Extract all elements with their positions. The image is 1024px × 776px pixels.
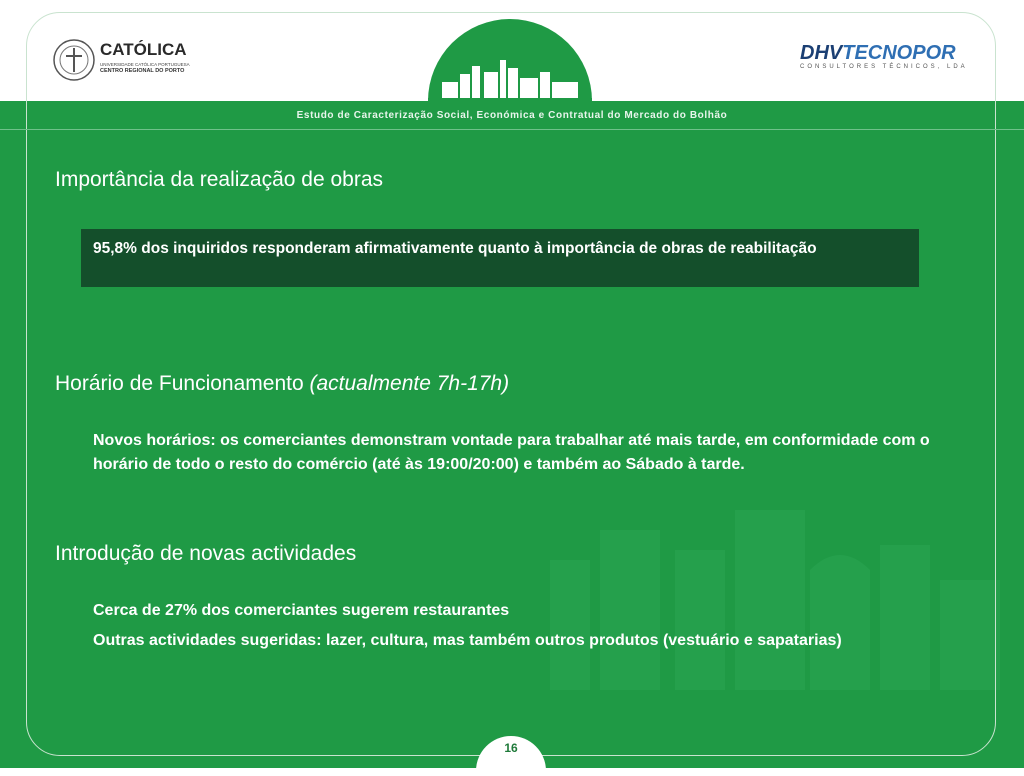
page-number: 16: [504, 741, 518, 755]
catolica-logo: [52, 38, 202, 82]
highlight-box: 95,8% dos inquiridos responderam afirmativamente quanto à importância de obras de reabilitação: [81, 229, 919, 287]
section-title-obras: Importância da realização de obras: [55, 168, 384, 191]
horario-text: Novos horários: os comerciantes demonstram vontade para trabalhar até mais tarde, em conformidade com o horário de todo o resto do comércio (até às 19:00/20:00) e também ao Sábado à tarde.: [93, 432, 930, 473]
actividades-item-2: Outras actividades sugeridas: lazer, cultura, mas também outros produtos (vestuário e sapatarias): [93, 632, 842, 649]
dhv-tecnopor-logo: [800, 42, 980, 76]
catolica-line1: UNIVERSIDADE CATÓLICA PORTUGUESA: [100, 62, 190, 67]
brand-dhv: DHV: [800, 42, 843, 64]
catolica-line2: CENTRO REGIONAL DO PORTO: [100, 68, 185, 74]
catolica-name: CATÓLICA: [100, 40, 187, 59]
actividades-item-1: Cerca de 27% dos comerciantes sugerem restaurantes: [93, 602, 510, 619]
university-seal-icon: [52, 38, 96, 82]
banner-title: Estudo de Caracterização Social, Económica e Contratual do Mercado do Bolhão: [0, 103, 1024, 130]
section-title-horario: [55, 372, 509, 396]
section-title-actividades: Introdução de novas actividades: [55, 542, 357, 565]
brand-tagline: CONSULTORES TÉCNICOS, LDA: [800, 64, 968, 70]
section-title-horario-main: Horário de Funcionamento: [55, 372, 304, 395]
section-title-horario-note: (actualmente 7h-17h): [309, 372, 510, 395]
brand-tecnopor: TECNOPOR: [842, 42, 956, 64]
